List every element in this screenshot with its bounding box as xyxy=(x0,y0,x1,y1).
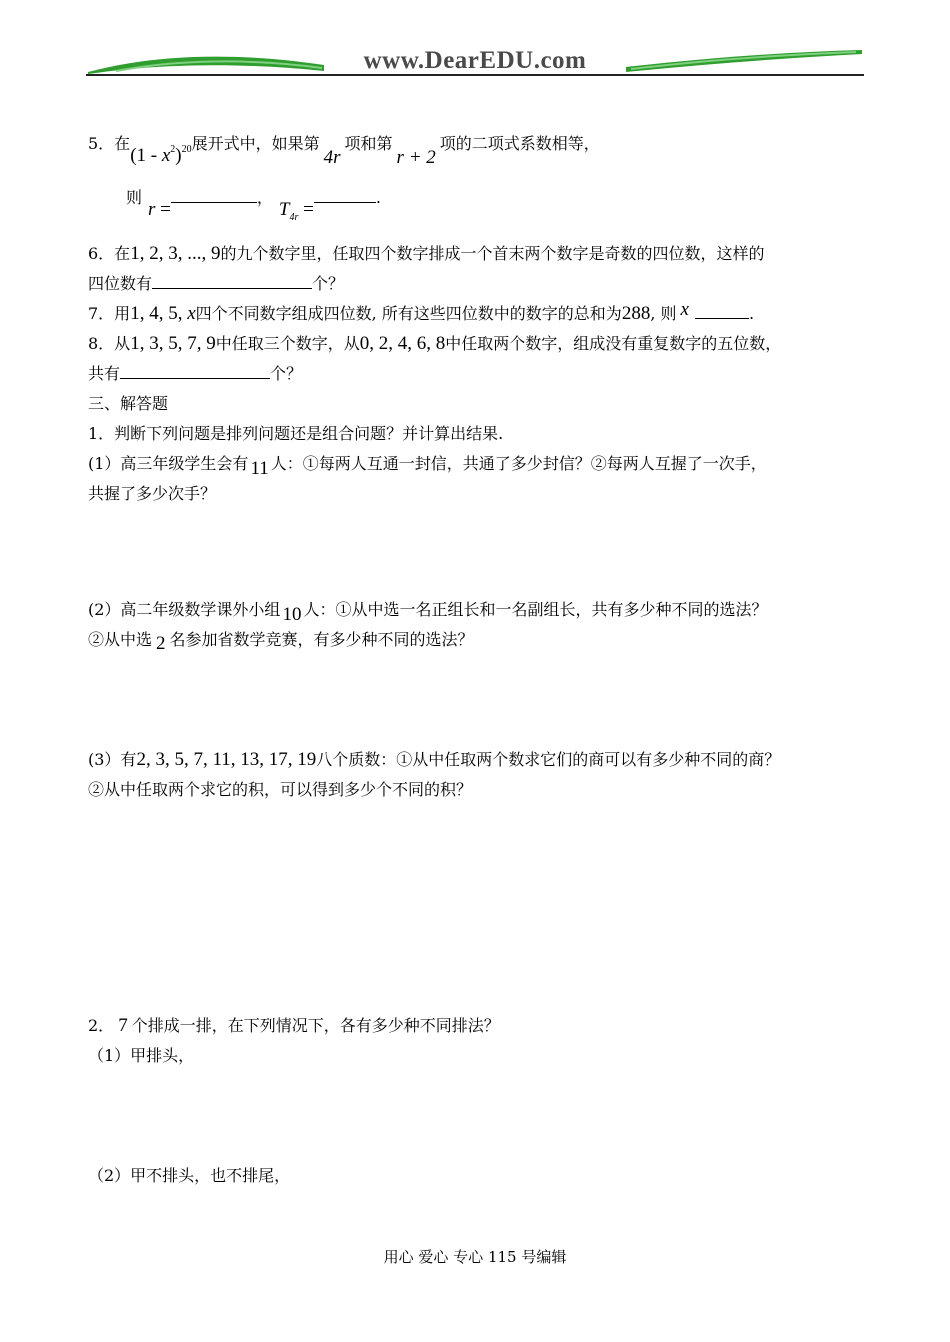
q5-term-b: r + 2 xyxy=(396,147,436,168)
header-brand: www.DearEDU.com xyxy=(363,47,587,74)
q5-r-var: r xyxy=(148,199,156,220)
problem-1-part-3: (3）有2, 3, 5, 7, 11, 13, 17, 19八个质数：①从中任取两个数求它们的商可以有多少种不同的商？ xyxy=(88,749,781,770)
q6-digits: 1, 2, 3, ..., 9 xyxy=(130,243,221,264)
q6-text-2: 的九个数字里，任取四个数字排成一个首末两个数字是奇数的四位数，这样的 xyxy=(220,244,765,263)
q6-answer-blank[interactable] xyxy=(152,274,312,289)
q8-even-digits: 0, 2, 4, 6, 8 xyxy=(359,333,446,354)
p1-s1-count: 11 xyxy=(250,458,269,479)
question-6 xyxy=(88,244,764,264)
problem-1-part-2-line-2: ②从中选 2 名参加省数学竞赛，有多少种不同的选法？ xyxy=(88,630,474,654)
q7-digits: 1, 4, 5, xyxy=(130,303,188,324)
q5-r-blank[interactable] xyxy=(171,188,257,203)
q5-expression: $(1 - x^2)^{20}$ xyxy=(130,144,192,166)
p1-s3-primes: 2, 3, 5, 7, 11, 13, 17, 19 xyxy=(136,749,317,770)
problem-1-part-1-line-2: 共握了多少次手？ xyxy=(88,484,217,503)
problem-2: 2． 7 个排成一排，在下列情况下，各有多少种不同排法？ xyxy=(88,1015,500,1036)
question-7 xyxy=(88,299,755,324)
q7-period: . xyxy=(748,304,755,323)
q5-equals: = xyxy=(155,199,171,220)
problem-1-part-1: (1）高三年级学生会有 11 人：①每两人互通一封信，共通了多少封信？②每两人互握了一次手， xyxy=(88,454,767,479)
q5-text-3: 项的二项式系数相等， xyxy=(439,134,600,153)
q8-text-5: 个？ xyxy=(270,364,303,383)
q8-answer-blank[interactable] xyxy=(120,364,270,379)
section-3-title: 三、解答题 xyxy=(88,394,169,413)
q6-text-1: 6．在 xyxy=(88,244,131,263)
question-6-line-2 xyxy=(88,274,344,294)
question-8-line-2 xyxy=(88,364,302,384)
problem-2-part-2: （2）甲不排头，也不排尾， xyxy=(88,1166,291,1185)
q7-sum: 288 xyxy=(621,303,651,324)
p1-s2-count: 10 xyxy=(282,604,302,625)
q5-period: . xyxy=(375,188,381,207)
q8-text-2: 中任取三个数字，从 xyxy=(215,334,360,353)
page-footer: 用心 爱心 专心 115 号编辑 xyxy=(383,1248,567,1266)
problem-1-part-3-line-2: ②从中任取两个求它的积，可以得到多少个不同的积？ xyxy=(88,780,473,799)
q7-x-var: x xyxy=(187,303,196,324)
problem-1-part-2: (2）高二年级数学课外小组 10 人：①从中选一名正组长和一名副组长，共有多少种不同的选法？ xyxy=(88,600,768,625)
page-header xyxy=(86,40,864,80)
q8-odd-digits: 1, 3, 5, 7, 9 xyxy=(130,333,216,354)
q8-text-3: 中任取两个数字，组成没有重复数字的五位数， xyxy=(445,334,782,353)
q7-x-var-2: x xyxy=(680,299,689,320)
q5-comma: ， xyxy=(256,188,273,207)
q5-number: 5．在 xyxy=(88,134,131,153)
q5-then: 则 xyxy=(126,188,143,207)
q7-text-1: 7．用 xyxy=(88,304,131,323)
q5-text-1: 展开式中，如果第 xyxy=(191,134,320,153)
q6-text-3: 四位数有 xyxy=(88,274,153,293)
q8-text-4: 共有 xyxy=(88,364,121,383)
problem-1-intro: 1．判断下列问题是排列问题还是组合问题？并计算出结果. xyxy=(88,424,504,443)
q6-text-4: 个？ xyxy=(312,274,345,293)
question-5-answer-line xyxy=(126,188,381,223)
q7-text-2: 四个不同数字组成四位数, 所有这些四位数中的数字的总和为 xyxy=(195,304,622,323)
question-8 xyxy=(88,334,781,354)
q7-answer-blank[interactable] xyxy=(695,304,749,319)
q8-text-1: 8．从 xyxy=(88,334,131,353)
q5-text-2: 项和第 xyxy=(344,134,393,153)
q5-T-term: $T_{4r}$ xyxy=(278,199,299,223)
p2-count: 7 xyxy=(118,1015,128,1036)
q7-text-3: , 则 xyxy=(650,304,677,323)
problem-2-part-1: （1）甲排头， xyxy=(88,1046,195,1065)
question-5 xyxy=(88,128,600,168)
p1-s2-select-count: 2 xyxy=(156,633,166,654)
q5-T-blank[interactable] xyxy=(314,188,376,203)
header-rule xyxy=(86,74,864,76)
q5-term-a: 4r xyxy=(323,147,341,168)
q5-equals-2: = xyxy=(298,199,314,220)
